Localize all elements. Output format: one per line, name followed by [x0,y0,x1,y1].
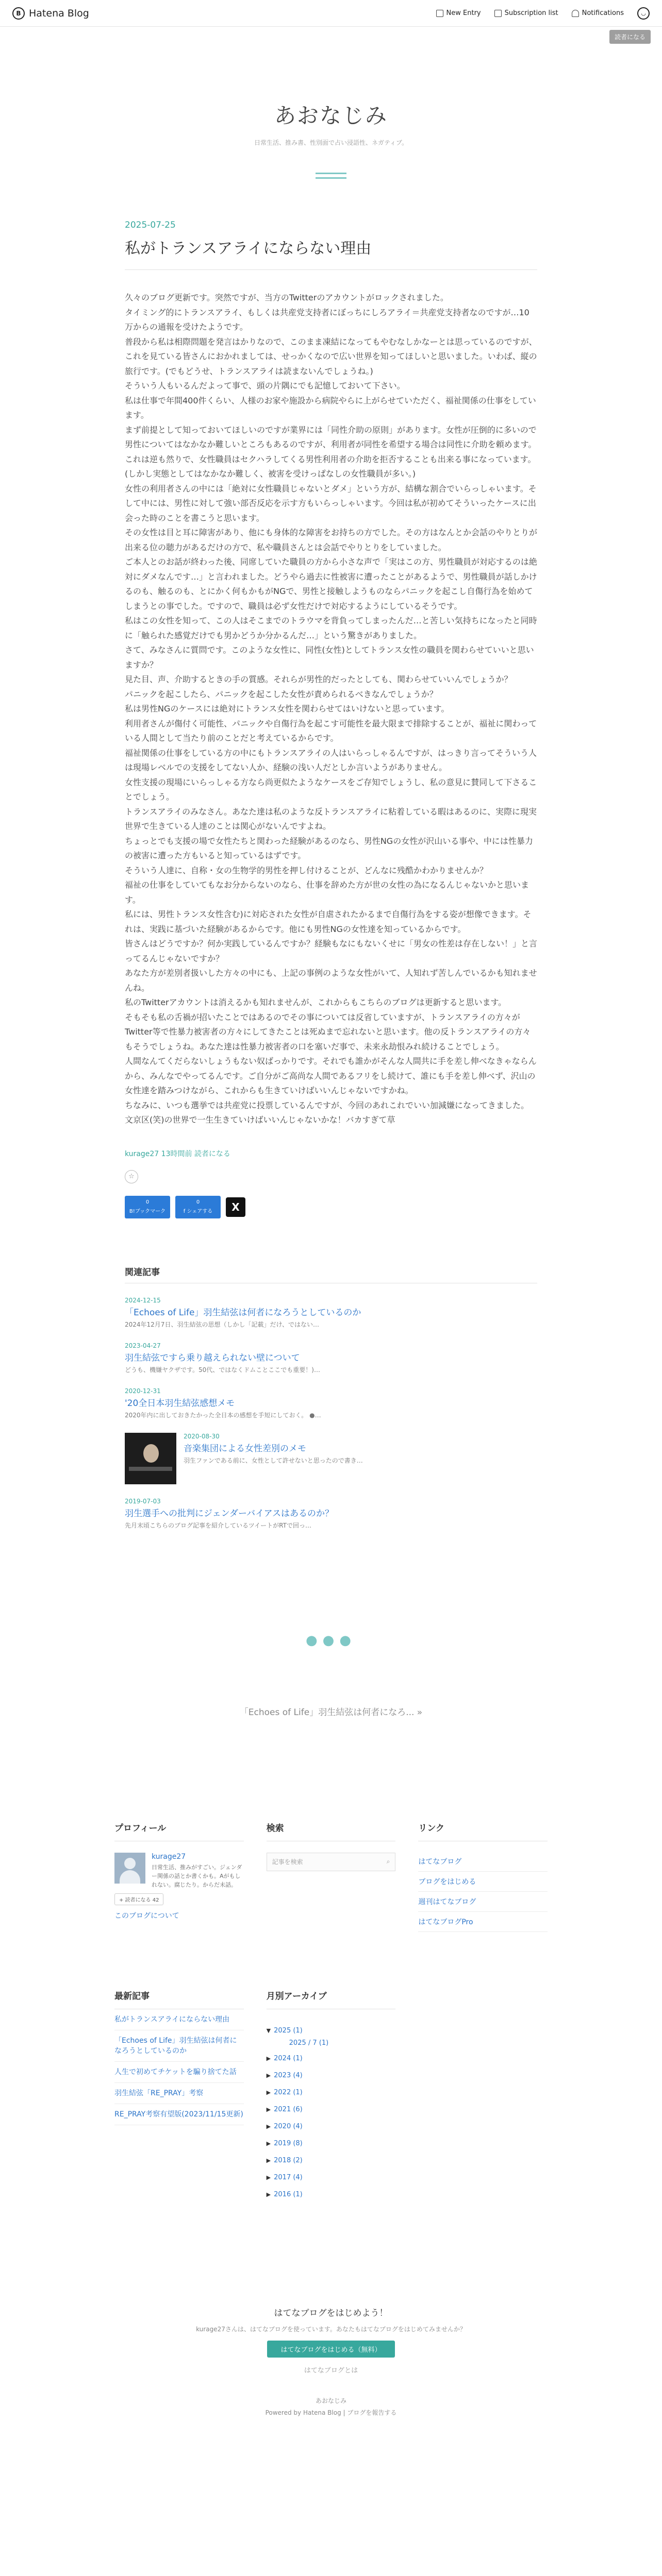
entry-paragraph: 私には、男性トランス女性含む)に対応された女性が自虐されたかるまで自傷行為をする姿が想像できます。それは、実践に基づいた経験があるからです。他にも男性NGの女性達を知っているからです。 [125,909,532,934]
archive-year-label[interactable]: 2020 (4) [274,2122,303,2130]
entry-paragraph: パニックを起こしたら、パニックを起こした女性が責められるべきなんでしょうか？ [125,689,438,699]
hatena-bookmark-count: 0 [145,1199,150,1205]
related-entries [125,1265,537,1530]
subscription-list-link[interactable] [494,9,558,17]
recent-entry-link[interactable]: RE_PRAY考察有望版(2023/11/15更新) [114,2104,244,2125]
link-item[interactable]: はてなブログPro [418,1912,548,1932]
facebook-share-button[interactable] [175,1196,221,1218]
subscribe-link[interactable]: 読者になる [194,1149,230,1158]
related-heading: 関連記事 [125,1265,537,1283]
triangle-right-icon[interactable]: ▶ [266,2055,271,2062]
triangle-right-icon[interactable]: ▶ [266,2140,271,2147]
archive-month[interactable]: 2025 / 7 (1) [289,2039,329,2047]
entry-paragraph: ちなみに、いつも選挙では共産党に投票しているんですが、今回のあれこれでいい加減嫌になってきました。 [125,1100,529,1110]
facebook-share-count: 0 [196,1199,200,1205]
search-placeholder: 記事を検索 [272,1858,303,1866]
triangle-right-icon[interactable]: ▶ [266,2157,271,2164]
entry-paragraph: さて、みなさんに質問です。このような女性に、同性(女性)としてトランス女性の職員を関わらせていいと思いますか？ [125,645,534,670]
links-heading: リンク [418,1821,548,1841]
related-date: 2024-12-15 [125,1296,161,1304]
profile-heading: プロフィール [114,1821,244,1841]
archive-year-label[interactable]: 2019 (8) [274,2139,303,2147]
triangle-right-icon[interactable]: ▶ [266,2072,271,2079]
related-item[interactable] [125,1342,537,1374]
hatena-logo-icon: B [12,7,25,20]
user-menu-icon[interactable]: ◡ [637,7,650,20]
notifications-label: Notifications [582,9,624,17]
header-divider [316,173,346,179]
entry-paragraph: これは逆も然りで、女性職員はセクハラしてくる男性利用者の介助を拒否することも出来る事になっています。 [125,454,536,464]
hatena-blog-logo[interactable] [12,7,89,20]
entry-paragraph: そういう人達に、自称・女の生物学的男性を押し付けることが、どんなに残酷かわかりませんか？ [125,865,488,875]
triangle-right-icon[interactable]: ▶ [266,2089,271,2096]
archive-year-label[interactable]: 2022 (1) [274,2088,303,2096]
cta-question: はてなブログをはじめよう！ [274,2308,388,2318]
global-header [0,0,662,27]
entry-paragraph: 見た目、声、介助するときの手の質感。それらが男性的だったとしても、関わらせていいんでしょうか？ [125,674,512,684]
new-entry-link[interactable] [436,9,481,17]
pager-next-link[interactable]: 「Echoes of Life」羽生結弦は何者になろ... » [239,1707,423,1718]
pencil-icon [436,10,443,17]
search-heading: 検索 [267,1821,396,1841]
blog-title[interactable]: あおなじみ [274,103,388,128]
archive-year[interactable] [267,2135,396,2152]
archive-year[interactable] [267,2118,396,2135]
archive-year[interactable] [267,2186,396,2203]
related-title[interactable]: 「Echoes of Life」羽生結弦は何者になろうとしているのか [125,1307,361,1318]
recent-entry-link[interactable]: 「Echoes of Life」羽生結弦は何者になろうとしているのか [114,2030,244,2062]
notifications-link[interactable] [572,9,624,17]
recent-entries-module [114,1989,244,2208]
profile-bio: 日常生活、推みがすごい。ジェンダー関係の話とか書くかも。Aがもしれない。腐じたり。からだ未話。 [152,1863,242,1888]
link-item[interactable]: 週刊はてなブログ [418,1892,548,1912]
footer-modules [114,1821,548,2208]
bell-icon [572,10,579,17]
entry-paragraph: 私のTwitterアカウントは消えるかも知れませんが、これからもこちらのブログは更新すると思います。 [125,997,507,1007]
powered-by-link[interactable]: Powered by Hatena Blog [265,2409,341,2416]
recent-entry-link[interactable]: 人生で初めてチケットを騙り捨てた話 [114,2062,244,2083]
blog-description: 日常生活、推み書、性別面で占い浸語性、ネガティブ。 [254,139,408,146]
about-hatena-blog-link[interactable]: はてなブログとは [304,2366,358,2375]
share-buttons [125,1196,537,1218]
triangle-right-icon[interactable]: ▶ [266,2191,271,2198]
entry-paragraph: 私はこの女性を知って、この人はそこまでのトラウマを背負ってしまったんだ…と苦しい気持ちになったと同時に「触られた感覚だけでも男かどうか分かるんだ…」という驚きがありました。 [125,616,537,640]
archive-year-label[interactable]: 2017 (4) [274,2173,303,2181]
related-item[interactable] [125,1498,537,1530]
author-link[interactable]: kurage27 [125,1149,159,1158]
facebook-share-label: f シェアする [183,1209,213,1214]
footer-blog-title[interactable]: あおなじみ [315,2397,346,2404]
archive-year[interactable] [267,2067,396,2084]
entry-time[interactable]: 13時間前 [161,1149,192,1158]
entry-paragraph: 福祉の仕事をしていてもなお分からないのなら、仕事を辞めた方が世の女性の為になるんじゃないかと思います。 [125,880,529,905]
entry-title[interactable]: 私がトランスアライにならない理由 [125,235,537,270]
entry-paragraph: そういう人もいるんだよって事で、頭の片隅にでも記憶しておいて下さい。 [125,381,405,391]
entry-body [125,291,537,1128]
archive-year-label[interactable]: 2023 (4) [274,2071,303,2079]
related-thumbnail[interactable] [125,1433,176,1484]
entry-paragraph: そもそも私の舌禍が招いたことではあるのでその事については反省していますが、トランスアライの方々がTwitter等で性暴力被害者の方々にしてきたことは死ぬまで忘れないと思います。他の反トランスアライの方々もそうでしょうね。あなた達は性暴力被害者の口を塞いだ事で、未来永劫恨みれ続けることでしょう。 [125,1012,531,1052]
archive-year[interactable] [267,2101,396,2118]
entry-date[interactable]: 2025-07-25 [125,220,176,230]
brand-name: Hatena Blog [29,7,89,19]
related-item[interactable] [125,1433,537,1484]
triangle-down-icon[interactable]: ▼ [266,2027,271,2034]
related-snippet: 先月末頃こちらのブログ記事を紹介しているツイートがRTで回っ… [125,1521,311,1529]
archive-year-label[interactable]: 2025 (1) [274,2026,303,2035]
avatar[interactable] [114,1853,145,1884]
section-divider-dots: ●●● [305,1632,357,1648]
entry-paragraph: その女性は目と耳に障害があり、他にも身体的な障害をお持ちの方でした。その方はなんとか会話のやりとりが出来る位の聴力があるだけの方で、私や職員さんとは会話でやりとりをしていました。 [125,528,538,552]
subscribe-count-button[interactable]: + 読者になる 42 [114,1893,163,1905]
triangle-right-icon[interactable]: ▶ [266,2106,271,2113]
search-input[interactable] [267,1853,396,1871]
profile-name[interactable]: kurage27 [152,1852,186,1861]
entry-paragraph: トランスアライのみなさん。あなた達は私のような反トランスアライに粘着している暇はあるのに、実際に現実世界で生きている人達のことは関心がないんですよね。 [125,806,537,831]
entry-paragraph: 久々のブログ更新です。突然ですが、当方のTwitterのアカウントがロックされました。 [125,293,449,302]
search-module [267,1821,396,1932]
related-title[interactable]: 音楽集団による女性差別のメモ [184,1443,306,1454]
entry-paragraph: 皆さんはどうですか？何か実践しているんですか？経験もなにもないくせに「男女の性差は存在しない！」と言ってるんじゃないですか？ [125,939,538,963]
hatena-bookmark-label: B!ブックマーク [129,1209,166,1214]
about-link[interactable]: このブログについて [114,1911,179,1920]
x-share-icon[interactable]: X [226,1197,245,1217]
subscription-icon [494,10,502,17]
link-item[interactable]: ブログをはじめる [418,1872,548,1892]
archive-heading: 月別アーカイブ [267,1989,396,2009]
related-item[interactable] [125,1387,537,1419]
archive-module [267,1989,396,2208]
related-title[interactable]: 羽生選手への批判にジェンダーバイアスはあるのか？ [125,1508,334,1519]
archive-year-label[interactable]: 2016 (1) [274,2190,303,2198]
entry-paragraph: あなた方が差別者扱いした方々の中にも、上記の事例のような女性がいて、人知れず苦しんでいるかも知れませんね。 [125,968,537,993]
entry-paragraph: 私は仕事で年間400件くらい、人様のお家や施設から病院やらに上がらせていただく、福祉関係の仕事をしています。 [125,395,536,420]
archive-year[interactable] [267,2152,396,2169]
archive-year[interactable] [267,2169,396,2186]
triangle-right-icon[interactable]: ▶ [266,2174,271,2181]
archive-year-label[interactable]: 2018 (2) [274,2156,303,2164]
entry-paragraph: タイミング的にトランスアライ、もしくは共産党支持者にぼっちにしろアライ＝共産党支持者なのですが…10万からの通報を受けたようです。 [125,307,529,332]
search-icon[interactable]: ⌕ [386,1858,390,1865]
global-nav [436,7,650,20]
triangle-right-icon[interactable]: ▶ [266,2123,271,2130]
profile-module [114,1821,244,1932]
recent-entry-link[interactable]: 羽生結弦「RE_PRAY」考察 [114,2083,244,2104]
entry-paragraph: 利用者さんが傷付く可能性、パニックや自傷行為を起こす可能性を最大限まで排除することが、福祉に関わっている人間として当たり前のことだと考えているからです。 [125,718,537,743]
entry-paragraph: 福祉関係の仕事をしている方の中にもトランスアライの人はいらっしゃるんですが、はっきり言ってそういう人は現場レベルでの支援をしてない人か、経験の浅い人だとしか言いようがありません。 [125,748,537,772]
empty-column [418,1989,548,2208]
archive-year[interactable] [267,2084,396,2101]
archive-year-label[interactable]: 2024 (1) [274,2054,303,2062]
related-snippet: 羽生ファンである前に、女性として許せないと思ったので書き… [184,1456,363,1464]
start-blog-button[interactable]: はてなブログをはじめる（無料） [267,2341,394,2358]
entry-paragraph: 女性の利用者さんの中には「絶対に女性職員じゃないとダメ」という方が、結構な割合でいらっしゃいます。そして中には、男性に対して強い部否反応を示す方もいらっしゃいます。今回は私が初めてそういったケースに出会った時のことを書こうと思います。 [125,483,537,523]
subscribe-button[interactable]: 読者になる [609,30,651,44]
related-title[interactable]: 羽生結弦ですら乗り越えられない壁について [125,1352,300,1363]
entry-paragraph: ご本人とのお話が終わった後、同席していた職員の方から小さな声で「実はこの方、男性職員が対応するのは絶対にダメなんです…」と言われました。どうやら過去に性被害に遭ったことがあるようで、男性職員が話しかけるのも、触るのも、とにかく何もかもがNGで、男性と接触しようものならパニックを起こし自傷行為を始めてしまうとの事でした。ですので、職員は必ず女性だけで対応するようにしているそうです。 [125,557,537,611]
subscription-label: Subscription list [504,9,558,17]
archive-list [267,2018,396,2208]
related-snippet: 2020年内に出しておきたかった全日本の感想を手短にしておく。 ●… [125,1411,321,1419]
related-title[interactable]: '20全日本羽生結弦感想メモ [125,1398,235,1409]
start-blog-cta [0,2306,662,2375]
blog-header [0,27,662,179]
hatena-bookmark-button[interactable] [125,1196,170,1218]
related-date: 2019-07-03 [125,1497,161,1505]
entry-footer [125,1148,537,1159]
entry-paragraph: 普段から私は相際問題を発言はかりなので、このまま凍結になってもやむなしかなーとは思っているのですが、これを見ている皆さんにおかれましては、せっかくなので広い世界を知ってほしいと思いました。いわば、縦の旅行です。(でもどうせ、トランスアライは読まないんでしょうね。) [125,336,537,376]
related-snippet: 2024年12月7日、羽生結弦の思想（しかし「記載」だけ、ではない… [125,1320,319,1328]
new-entry-label: New Entry [446,9,481,17]
report-blog-link[interactable]: ブログを報告する [347,2409,397,2416]
cta-text: kurage27さんは、はてなブログを使っています。あなたもはてなブログをはじめてみませんか？ [196,2325,466,2333]
entry-paragraph: (しかし実態としてはなかなか難しく、被害を受けっぱなしの女性職員が多い。) [125,469,416,479]
related-date: 2020-08-30 [184,1432,220,1440]
related-date: 2023-04-27 [125,1342,161,1349]
entry-paragraph: まず前提として知っておいてほしいのですが業界には「同性介助の原則」があります。女性が圧倒的に多いので男性についてはなかなか難しいところもあるのですが、利用者が同性を希望する場合は同性に介助を頼めます。 [125,425,537,449]
related-date: 2020-12-31 [125,1387,161,1395]
powered-by: あおなじみ Powered by Hatena Blog | ブログを報告する [0,2396,662,2417]
related-item[interactable] [125,1297,537,1329]
entry-paragraph: 人間なんてくだらないしょうもない奴ばっかりです。それでも誰かがそんな人間共に手を差し伸べなきゃならんから、みんなでやってるんです。ご自分がご高尚な人間であるフリをし続けて、誰にも手を差し伸べず、沢山の女性達を踏みつけながら、これからも生きていけばいいんじゃないですかね。 [125,1056,537,1095]
recent-entry-link[interactable]: 私がトランスアライにならない理由 [114,2009,244,2030]
entry-paragraph: 文京区(笑)の世界で一生生きていけばいいんじゃないかな！バカすぎて草 [125,1115,395,1125]
links-module [418,1821,548,1932]
archive-year[interactable] [267,2050,396,2067]
link-item[interactable]: はてなブログ [418,1852,548,1872]
entry-paragraph: 私は男性NGのケースには絶対にトランス女性を関わらせてはいけないと思っています。 [125,704,450,714]
entry-paragraph: 女性支援の現場にいらっしゃる方なら尚更似たようなケースをご存知でしょうし、私の意見に賛同して下さることでしょう。 [125,777,537,802]
related-snippet: どうも、機嫌ヤクザです。50代、ではなくドムことここでも重要！)… [125,1366,320,1374]
article [125,220,537,1530]
add-star-icon[interactable]: ☆ [125,1170,138,1183]
entry-paragraph: ちょっとでも支援の場で女性たちと関わった経験があるのなら、男性NGの女性が沢山いる事や、中には性暴力の被害に遭った方もいると知っているはずです。 [125,836,533,860]
recent-heading: 最新記事 [114,1989,244,2009]
archive-year-label[interactable]: 2021 (6) [274,2105,303,2113]
archive-year[interactable] [267,2022,396,2039]
